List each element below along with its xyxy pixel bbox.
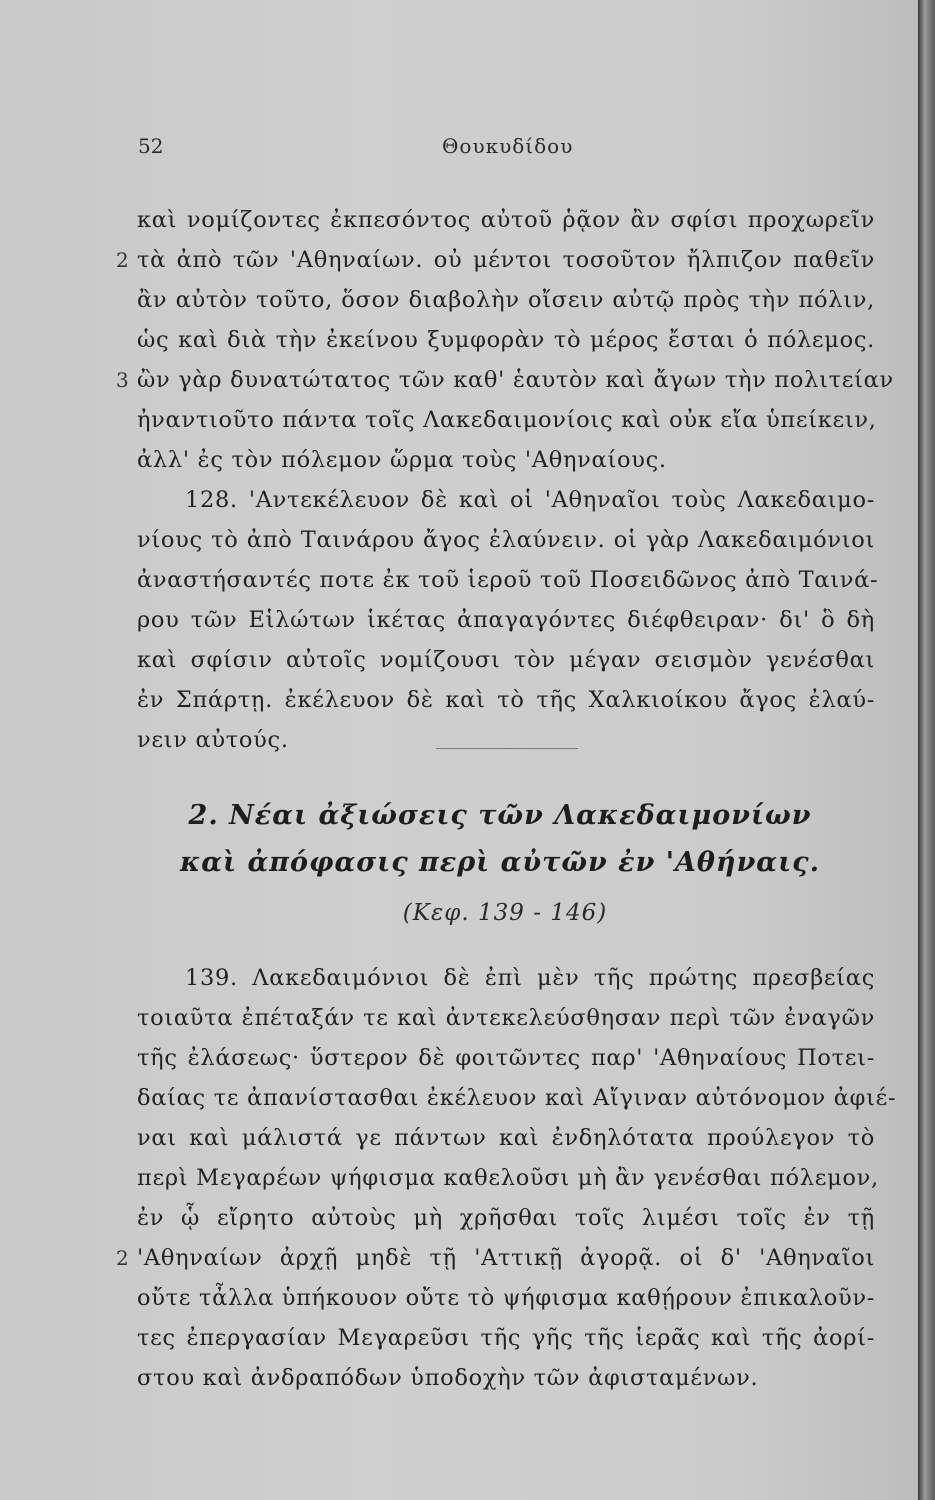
text-line: τες ἐπεργασίαν Μεγαρεῦσι τῆς γῆς τῆς ἱερᾶς καὶ τῆς ἀορί- xyxy=(137,1325,875,1351)
margin-number: 2 xyxy=(116,248,129,272)
page-number: 52 xyxy=(138,134,164,158)
text-line: στου καὶ ἀνδραπόδων ὑποδοχὴν τῶν ἀφισταμένων. xyxy=(137,1365,759,1391)
text-line: καὶ νομίζοντες ἐκπεσόντος αὐτοῦ ῥᾷον ἂν σφίσι προχωρεῖν xyxy=(137,207,875,233)
text-line: ἀλλ' ἐς τὸν πόλεμον ὥρμα τοὺς 'Αθηναίους. xyxy=(137,447,667,473)
margin-number: 3 xyxy=(116,368,129,392)
text-line: 128. 'Αντεκέλευον δὲ καὶ οἱ 'Αθηναῖοι τοὺς Λακεδαιμο- xyxy=(185,487,875,513)
section-title-line2: καὶ ἀπόφασις περὶ αὐτῶν ἐν 'Αθήναις. xyxy=(180,847,820,878)
running-head: Θουκυδίδου xyxy=(442,134,574,158)
text-line: τοιαῦτα ἐπέταξάν τε καὶ ἀντεκελεύσθησαν περὶ τῶν ἐναγῶν xyxy=(137,1005,875,1031)
text-line: ἐν Σπάρτῃ. ἐκέλευον δὲ καὶ τὸ τῆς Χαλκιοίκου ἄγος ἐλαύ- xyxy=(137,687,875,713)
text-line: 'Αθηναίων ἀρχῇ μηδὲ τῇ 'Αττικῇ ἀγορᾷ. οἱ δ' 'Αθηναῖοι xyxy=(137,1245,875,1271)
book-spine-shadow xyxy=(918,0,935,1500)
text-line: ἂν αὐτὸν τοῦτο, ὅσον διαβολὴν οἴσειν αὐτῷ πρὸς τὴν πόλιν, xyxy=(137,287,875,313)
text-line: τὰ ἀπὸ τῶν 'Αθηναίων. οὐ μέντοι τοσοῦτον ἤλπιζον παθεῖν xyxy=(137,247,875,273)
section-divider xyxy=(436,748,578,749)
text-line: 139. Λακεδαιμόνιοι δὲ ἐπὶ μὲν τῆς πρώτης πρεσβείας xyxy=(185,965,875,991)
text-line: τῆς ἐλάσεως· ὕστερον δὲ φοιτῶντες παρ' 'Αθηναίους Ποτει- xyxy=(137,1045,875,1071)
margin-number: 2 xyxy=(116,1246,129,1270)
text-line: ἠναντιοῦτο πάντα τοῖς Λακεδαιμονίοις καὶ οὐκ εἴα ὑπείκειν, xyxy=(137,407,877,433)
text-line: ὡς καὶ διὰ τὴν ἐκείνου ξυμφορὰν τὸ μέρος ἔσται ὁ πόλεμος. xyxy=(137,327,875,353)
page-header xyxy=(0,134,920,164)
text-line: ἀναστήσαντές ποτε ἐκ τοῦ ἱεροῦ τοῦ Ποσειδῶνος ἀπὸ Ταινά- xyxy=(137,567,879,593)
text-line: νειν αὐτούς. xyxy=(137,727,289,753)
chapter-reference: (Κεφ. 139 - 146) xyxy=(402,900,608,926)
text-line: καὶ σφίσιν αὐτοῖς νομίζουσι τὸν μέγαν σεισμὸν γενέσθαι xyxy=(137,647,875,673)
text-line: ρου τῶν Εἱλώτων ἱκέτας ἀπαγαγόντες διέφθειραν· δι' ὃ δὴ xyxy=(137,607,875,633)
section-title-line1: 2. Νέαι ἀξιώσεις τῶν Λακεδαιμονίων xyxy=(188,800,812,831)
text-line: ἐν ᾧ εἴρητο αὐτοὺς μὴ χρῆσθαι τοῖς λιμέσι τοῖς ἐν τῇ xyxy=(137,1205,875,1231)
text-line: δαίας τε ἀπανίστασθαι ἐκέλευον καὶ Αἴγιναν αὐτόνομον ἀφιέ- xyxy=(137,1085,897,1111)
text-line: ὢν γὰρ δυνατώτατος τῶν καθ' ἑαυτὸν καὶ ἄγων τὴν πολιτείαν xyxy=(137,367,894,393)
text-line: νίους τὸ ἀπὸ Ταινάρου ἄγος ἐλαύνειν. οἱ γὰρ Λακεδαιμόνιοι xyxy=(137,527,875,553)
text-line: οὔτε τἆλλα ὑπήκουον οὔτε τὸ ψήφισμα καθῄρουν ἐπικαλοῦν- xyxy=(137,1285,876,1311)
text-line: περὶ Μεγαρέων ψήφισμα καθελοῦσι μὴ ἂν γενέσθαι πόλεμον, xyxy=(137,1165,879,1191)
text-line: ναι καὶ μάλιστά γε πάντων καὶ ἐνδηλότατα προύλεγον τὸ xyxy=(137,1125,875,1151)
